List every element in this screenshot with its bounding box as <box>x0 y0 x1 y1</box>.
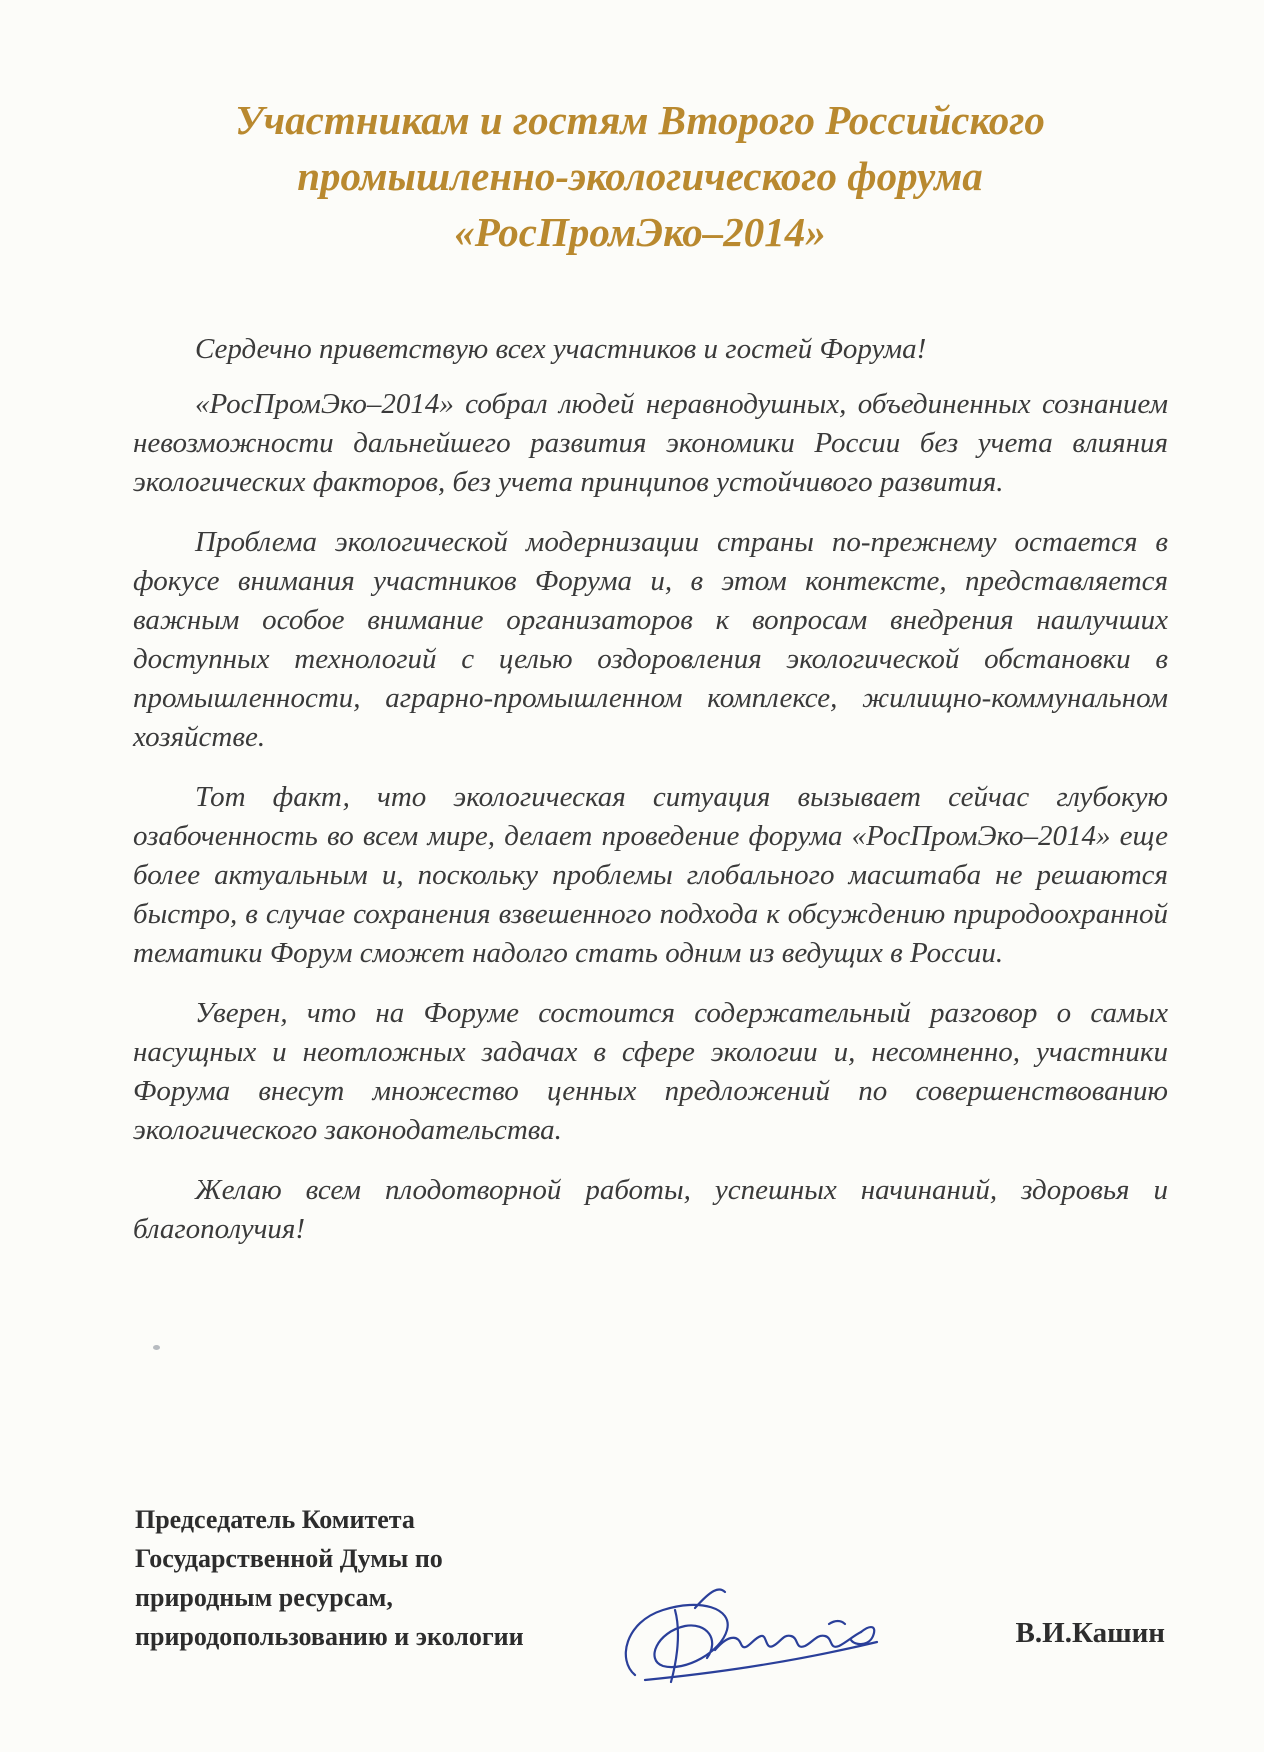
scan-speck <box>153 1345 160 1350</box>
greeting-paragraph: Сердечно приветствую всех участников и гостей Форума! <box>195 333 927 365</box>
position-line-3: природным ресурсам, <box>135 1583 393 1612</box>
body-paragraph-1: «РосПромЭко–2014» собрал людей неравнодушных, объединенных сознанием невозможности дальнейшего развития экономики России без учета влияния экологических факторов, без учета принципов устойчивого развития. <box>133 388 1168 498</box>
title-line-1: Участникам и гостям Второго Российского <box>235 97 1045 143</box>
signatory-name: В.И.Кашин <box>1015 1617 1165 1649</box>
position-line-4: природопользованию и экологии <box>135 1622 524 1651</box>
body-paragraph-5: Желаю всем плодотворной работы, успешных начинаний, здоровья и благополучия! <box>133 1174 1168 1245</box>
position-line-2: Государственной Думы по <box>135 1544 443 1573</box>
signatory-position <box>135 1500 524 1656</box>
title-line-2: промышленно-экологического форума <box>297 153 983 199</box>
body-paragraph-3: Тот факт, что экологическая ситуация вызывает сейчас глубокую озабоченность во всем мире, делает проведение форума «РосПромЭко–2014» еще более актуальным и, поскольку проблемы глобального масштаба не решаются быстро, в случае сохранения взвешенного подхода к обсуждению природоохранной тематики Форум сможет надолго стать одним из ведущих в России. <box>133 781 1168 969</box>
letter-body <box>133 330 1168 1270</box>
letter-title <box>130 92 1150 260</box>
body-paragraph-2: Проблема экологической модернизации страны по-прежнему остается в фокусе внимания участников Форума и, в этом контексте, представляется важным особое внимание организаторов к вопросам внедрения наилучших доступных технологий с целью оздоровления экологической обстановки в промышленности, аграрно-промышленном комплексе, жилищно-коммунальном хозяйстве. <box>133 526 1168 753</box>
handwritten-signature <box>615 1580 895 1690</box>
body-paragraph-4: Уверен, что на Форуме состоится содержательный разговор о самых насущных и неотложных задачах в сфере экологии и, несомненно, участники Форума внесут множество ценных предложений по совершенствованию экологического законодательства. <box>133 997 1168 1146</box>
position-line-1: Председатель Комитета <box>135 1505 415 1534</box>
signature-block <box>135 1500 1165 1670</box>
title-line-3: «РосПромЭко–2014» <box>454 209 826 255</box>
